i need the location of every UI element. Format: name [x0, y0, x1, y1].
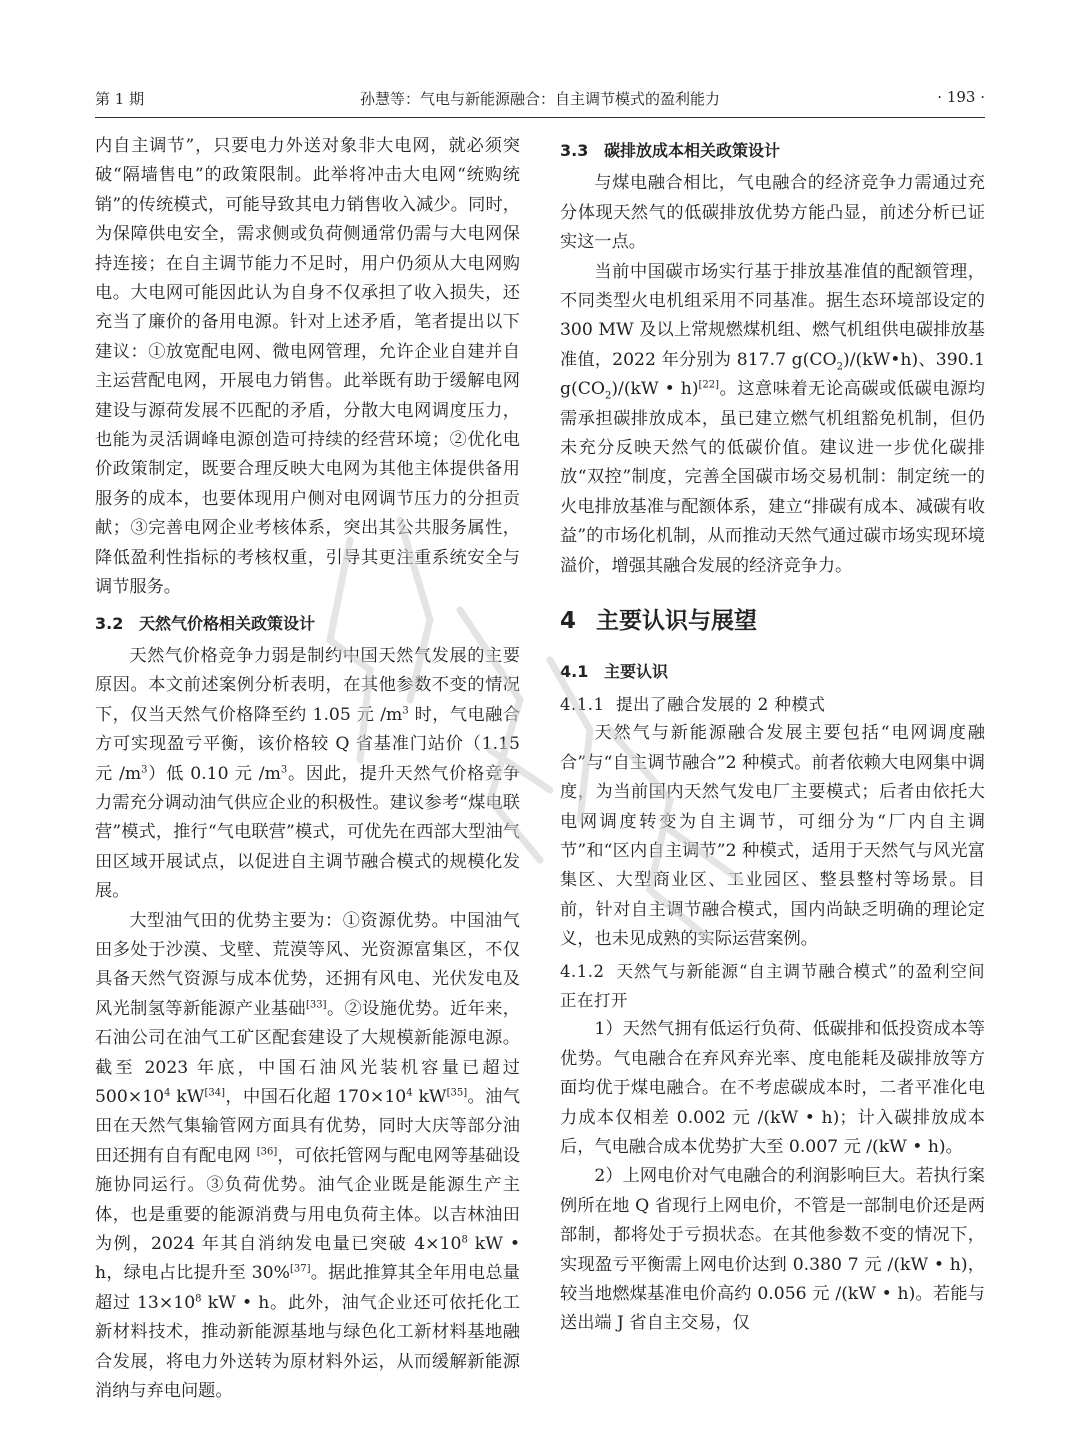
chapter-number: 4 — [560, 608, 577, 635]
issue-label: 第 1 期 — [95, 90, 145, 108]
citation: [34] — [204, 1087, 225, 1099]
paragraph: 1）天然气拥有低运行负荷、低碳排和低投资成本等优势。气电融合在弃风弃光率、度电能耗及碳排放等方面均优于煤电融合。在不考虑碳成本时，二者平准化电力成本仅相差 0.002 元 /(kW • h)；计入碳排放成本后，气电融合成本优势扩大至 0.007 元 /(kW • h)。 — [560, 1019, 985, 1157]
citation: [35] — [446, 1087, 468, 1099]
subsection-title: 提出了融合发展的 2 种模式 — [616, 694, 826, 714]
paragraph: 天然气价格竞争力弱是制约中国天然气发展的主要原因。本文前述案例分析表明，在其他参数不变的情况下，仅当天然气价格降至约 1.05 元 $/m^3$ 时，气电融合方可实现盈亏平衡，该价格较 Q 省基准门站价（1.15 元 $/m^3$）低 0.10 元 $/m^3$。因此，提升天然气价格竞争力需充分调动油气供应企业的积极性。建议参考“煤电联营”模式，推行“气电联营”模式，可优先在西部大型油气田区域开展试点，以促进自主调节融合模式的规模化发展。 — [95, 645, 521, 902]
subsection-heading-4-1-2 — [560, 957, 985, 1016]
chapter-title: 主要认识与展望 — [596, 608, 757, 635]
chapter-heading-4 — [560, 607, 985, 636]
section-title: 天然气价格相关政策设计 — [139, 613, 316, 633]
paragraph: 2）上网电价对气电融合的利润影响巨大。若执行案例所在地 Q 省现行上网电价，不管是一部制电价还是两部制，都将处于亏损状态。在其他参数不变的情况下，实现盈亏平衡需上网电价达到 0.380 7 元 /(kW • h)，较当地燃煤基准电价高约 0.056 元 /(kW • h)。若能与送出端 J 省自主交易，仅 — [560, 1166, 985, 1334]
section-title: 主要认识 — [604, 661, 669, 681]
section-heading-4-1 — [560, 657, 985, 686]
paragraph: 与煤电融合相比，气电融合的经济竞争力需通过充分体现天然气的低碳排放优势方能凸显，前述分析已证实这一点。 — [560, 173, 985, 253]
paragraph: 当前中国碳市场实行基于排放基准值的配额管理，不同类型火电机组采用不同基准。据生态环境部设定的 300 MW 及以上常规燃煤机组、燃气机组供电碳排放基准值，2022 年分别为 817.7 $g(CO_2)/(kW•h)$、390.1 $g(CO_2)/(kW$ • h)[22]。这意味着无论高碳或低碳电源均需承担碳排放成本，虽已建立燃气机组豁免机制，但仍未充分反映天然气的低碳价值。建议进一步优化碳排放“双控”制度，完善全国碳市场交易机制：制定统一的火电排放基准与配额体系，建立“排碳有成本、减碳有收益”的市场化机制，从而推动天然气通过碳市场实现环境溢价，增强其融合发展的经济竞争力。 — [560, 261, 985, 576]
paragraph: 内自主调节”，只要电力外送对象非大电网，就必须突破“隔墙售电”的政策限制。此举将冲击大电网“统购统销”的传统模式，可能导致其电力销售收入减少。同时，为保障供电安全，需求侧或负荷侧通常仍需与大电网保持连接；在自主调节能力不足时，用户仍须从大电网购电。大电网可能因此认为自身不仅承担了收入损失，还充当了廉价的备用电源。针对上述矛盾，笔者提出以下建议：①放宽配电网、微电网管理，允许企业自建并自主运营配电网，开展电力销售。此举既有助于缓解电网建设与源荷发展不匹配的矛盾，分散大电网调度压力，也能为灵活调峰电源创造可持续的经营环境；②优化电价政策制定，既要合理反映大电网为其他主体提供备用服务的成本，也要体现用户侧对电网调节压力的分担贡献；③完善电网企业考核体系，突出其公共服务属性，降低盈利性指标的考核权重，引导其更注重系统安全与调节服务。 — [95, 136, 520, 598]
header-rule — [95, 117, 985, 118]
subsection-number: 4.1.2 — [560, 961, 605, 981]
citation: [36] — [256, 1146, 278, 1158]
citation: [37] — [289, 1263, 311, 1275]
section-number: 3.3 — [560, 141, 589, 160]
subsection-number: 4.1.1 — [560, 694, 605, 714]
section-number: 3.2 — [95, 613, 124, 633]
paragraph: 天然气与新能源融合发展主要包括“电网调度融合”与“自主调节融合”2 种模式。前者依赖大电网集中调度，为当前国内天然气发电厂主要模式；后者由依托大电网调度转变为自主调节，可细分为“厂内自主调节”和“区内自主调节”2 种模式，适用于天然气与风光富集区、大型商业区、工业园区、整县整村等场景。目前，针对自主调节融合模式，国内尚缺乏明确的理论定义，也未见成熟的实际运营案例。 — [560, 723, 985, 950]
section-title: 碳排放成本相关政策设计 — [604, 141, 781, 160]
left-column — [95, 132, 520, 1406]
section-heading-3-3 — [560, 136, 985, 165]
running-title: 孙慧等：气电与新能源融合：自主调节模式的盈利能力 — [359, 90, 720, 108]
right-column — [560, 132, 985, 1339]
page-number: · 193 · — [937, 88, 985, 106]
subsection-heading-4-1-1 — [560, 690, 985, 719]
subsection-title: 天然气与新能源“自主调节融合模式”的盈利空间正在打开 — [560, 961, 985, 1010]
section-number: 4.1 — [560, 661, 589, 681]
citation: [22] — [698, 379, 720, 391]
citation: [33] — [306, 999, 327, 1011]
paragraph: 大型油气田的优势主要为：①资源优势。中国油气田多处于沙漠、戈壁、荒漠等风、光资源富集区，不仅具备天然气资源与成本优势，还拥有风电、光伏发电及风光制氢等新能源产业基础[33]。②设施优势。近年来，石油公司在油气工矿区配套建设了大规模新能源电源。截至 2023 年底，中国石油风光装机容量已超过 $500\times 10^4$ kW[34]，中国石化超 $170\times 10^4$ kW[35]。油气田在天然气集输管网方面具有优势，同时大庆等部分油田还拥有自有配电网 [36]，可依托管网与配电网等基础设施协同运行。③负荷优势。油气企业既是能源生产主体，也是重要的能源消费与用电负荷主体。以吉林油田为例，2024 年其自消纳发电量已突破 $4\times 10^8$ kW • h，绿电占比提升至 30%[37]。据此推算其全年用电总量超过 $13\times 10^8$ kW • h。此外，油气企业还可依托化工新材料技术，推动新能源基地与绿色化工新材料基地融合发展，将电力外送转为原材料外运，从而缓解新能源消纳与弃电问题。 — [95, 910, 521, 1402]
section-heading-3-2 — [95, 609, 520, 638]
running-header — [95, 84, 985, 114]
